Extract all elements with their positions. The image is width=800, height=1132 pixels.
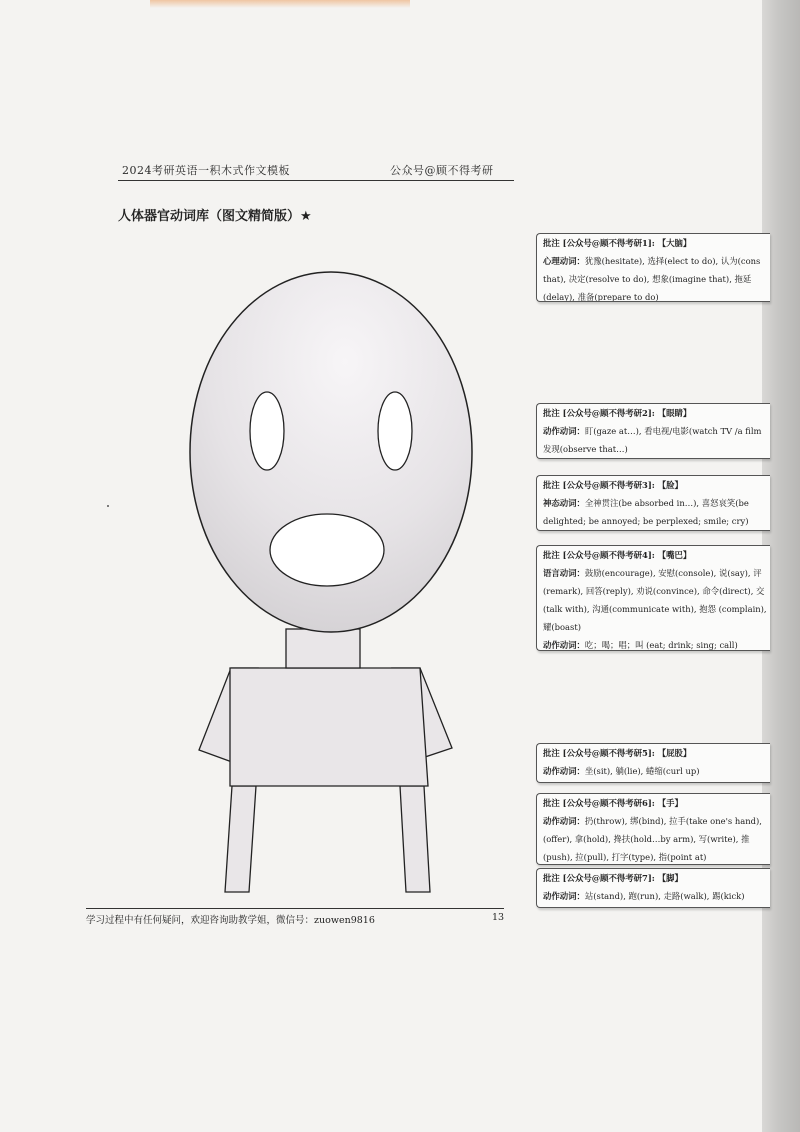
annotation-title: 批注 [公众号@顾不得考研4]: 【嘴巴】 [543,550,692,560]
annotation-line-key: 心理动词： [543,256,585,266]
annotation-brain [536,233,770,302]
annotation-line-text: 吃；喝；唱；叫 (eat; drink; sing; call) [584,640,738,650]
annotation-line [543,848,770,865]
right-leg [400,786,430,892]
annotation-line [543,252,770,270]
annotation-line [543,582,770,600]
annotation-line [543,288,770,302]
annotation-line [543,564,770,582]
annotation-line [543,636,770,651]
annotation-line-text: 站(stand), 跑(run), 走路(walk), 踢(kick) [584,891,745,901]
annotation-line-text: that), 决定(resolve to do), 想象(imagine that), 拖延 [543,274,752,284]
annotation-face [536,475,770,531]
right-eye [378,392,412,470]
annotation-line-text: 发现(observe that…) [543,444,628,454]
annotation-line-key: 动作动词： [543,426,585,436]
annotation-title: 批注 [公众号@顾不得考研2]: 【眼睛】 [543,408,692,418]
page-footer [86,908,504,925]
annotation-line-text: 盯(gaze at…), 看电视/电影(watch TV /a film [584,426,762,436]
header-account: 公众号@顾不得考研 [390,164,494,177]
left-eye [250,392,284,470]
annotation-line-text: (offer), 拿(hold), 搀扶(hold…by arm), 写(write), 推 [543,834,750,844]
annotation-line [543,830,770,848]
mouth [270,514,384,586]
neck [286,629,360,668]
annotation-eyes [536,403,770,459]
annotation-line-text: (delay), 准备(prepare to do) [543,292,659,302]
annotation-line-text: 耀(boast) [543,622,581,632]
annotation-line-key: 动作动词： [543,816,585,826]
annotation-line [543,270,770,288]
page-header [118,160,514,181]
annotation-mouth [536,545,770,651]
page-number: 13 [492,912,505,923]
annotation-title: 批注 [公众号@顾不得考研6]: 【手】 [543,798,683,808]
annotation-feet [536,868,770,908]
annotation-line-text: (push), 拉(pull), 打字(type), 指(point at) [543,852,707,862]
annotation-title: 批注 [公众号@顾不得考研5]: 【屁股】 [543,748,692,758]
annotation-line-text: 犹豫(hesitate), 选择(elect to do), 认为(cons [584,256,761,266]
annotation-line-text: (talk with), 沟通(communicate with), 抱怨 (complain), [543,604,767,614]
annotation-line-key: 动作动词： [543,766,585,776]
annotation-line-key: 语言动词： [543,568,585,578]
annotation-hands [536,793,770,865]
stray-dot [107,505,109,507]
annotation-line-text: (remark), 回答(reply), 劝说(convince), 命令(direct), 交 [543,586,765,596]
left-leg [225,786,256,892]
annotation-line-key: 神态动词： [543,498,585,508]
annotation-line [543,618,770,636]
annotation-line [543,887,770,905]
annotation-line-text: delighted; be annoyed; be perplexed; smile; cry) [543,516,749,526]
annotation-title: 批注 [公众号@顾不得考研7]: 【脚】 [543,873,683,883]
annotation-line [543,512,770,530]
torso [230,668,428,786]
body-figure [180,230,500,900]
annotation-line-key: 动作动词： [543,640,585,650]
header-title: 2024考研英语一积木式作文模板 [122,164,290,177]
annotation-title: 批注 [公众号@顾不得考研1]: 【大脑】 [543,238,692,248]
annotation-line-text: 鼓励(encourage), 安慰(console), 说(say), 评 [584,568,762,578]
annotation-line [543,422,770,440]
annotation-line-text: 扔(throw), 绑(bind), 拉手(take one's hand), [584,816,762,826]
section-title: 人体器官动词库（图文精简版）★ [118,209,312,224]
annotation-title: 批注 [公众号@顾不得考研3]: 【脸】 [543,480,683,490]
footer-contact: 学习过程中有任何疑问，欢迎咨询助教学姐，微信号：zuowen9816 [86,915,375,926]
annotation-line [543,812,770,830]
annotation-line [543,440,770,458]
annotation-line-text: 坐(sit), 躺(lie), 蜷缩(curl up) [584,766,700,776]
annotation-buttocks [536,743,770,783]
annotation-line [543,762,770,780]
annotation-line-text: 全神贯注(be absorbed in…), 喜怒哀笑(be [584,498,749,508]
annotation-line [543,600,770,618]
annotation-line [543,494,770,512]
annotation-line-key: 动作动词： [543,891,585,901]
top-smudge [150,0,410,8]
